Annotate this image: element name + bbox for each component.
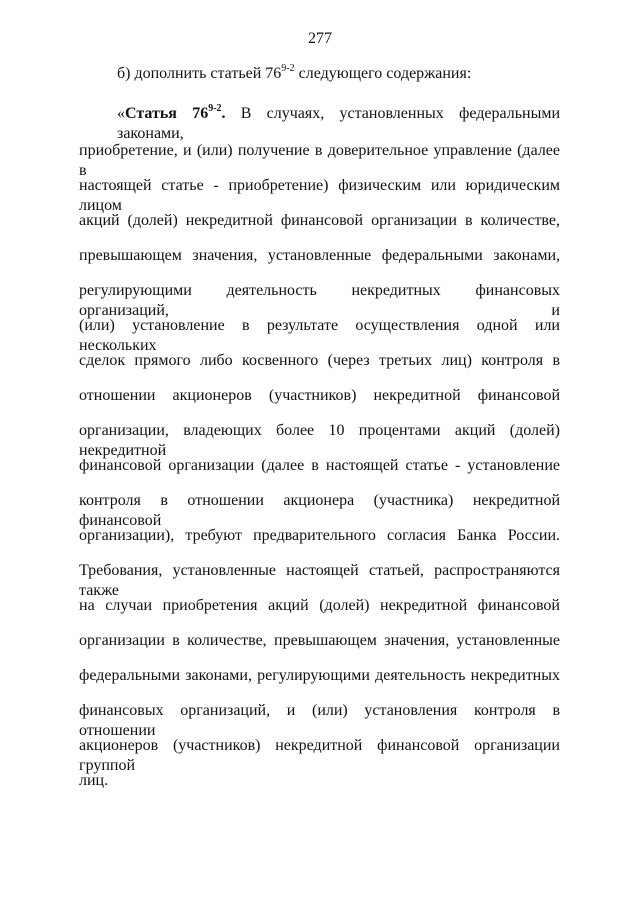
body-line: сделок прямого либо косвенного (через третьих лиц) контроля в (79, 352, 560, 369)
body-line: (или) установление в результате осуществления одной или нескольких (79, 317, 560, 354)
body-line: контроля в отношении акционера (участника) некредитной финансовой (79, 492, 560, 529)
article-first-line (117, 104, 560, 144)
body-line: финансовой организации (далее в настоящей статье - установление (79, 457, 560, 474)
body-line: Требования, установленные настоящей статьей, распространяются также (79, 562, 560, 599)
body-line: акционеров (участников) некредитной финансовой организации группой (79, 737, 560, 774)
article-heading-text: Статья 76 (125, 105, 209, 122)
intro-text-before: б) дополнить статьей 76 (117, 65, 282, 82)
article-first-line-rest: В случаях, установленных федеральными законами, (117, 105, 561, 142)
body-line: настоящей статье - приобретение) физическим или юридическим лицом (79, 177, 560, 214)
body-line: финансовых организаций, и (или) установления контроля в отношении (79, 702, 560, 739)
intro-line (117, 64, 598, 84)
article-heading-superscript: 9-2 (208, 103, 222, 114)
body-line: регулирующими деятельность некредитных финансовых организаций, и (79, 282, 560, 319)
body-line: акций (долей) некредитной финансовой организации в количестве, (79, 212, 560, 229)
article-heading (125, 105, 226, 122)
body-line: организации в количестве, превышающем значения, установленные (79, 632, 560, 649)
last-line: лиц. (79, 772, 109, 789)
body-line: отношении акционеров (участников) некредитной финансовой (79, 387, 560, 404)
opening-quote: « (117, 105, 125, 122)
body-line: организации), требуют предварительного согласия Банка России. (79, 527, 560, 544)
intro-superscript: 9-2 (281, 63, 295, 74)
page-number: 277 (308, 30, 332, 47)
body-line: на случаи приобретения акций (долей) некредитной финансовой (79, 597, 560, 614)
article-heading-dot: . (221, 105, 226, 122)
intro-text-after: следующего содержания: (294, 65, 472, 82)
body-line: приобретение, и (или) получение в доверительное управление (далее в (79, 142, 560, 179)
body-line: организации, владеющих более 10 процентами акций (долей) некредитной (79, 422, 560, 459)
body-line: федеральными законами, регулирующими деятельность некредитных (79, 667, 560, 684)
body-line: превышающем значения, установленные федеральными законами, (79, 247, 560, 264)
